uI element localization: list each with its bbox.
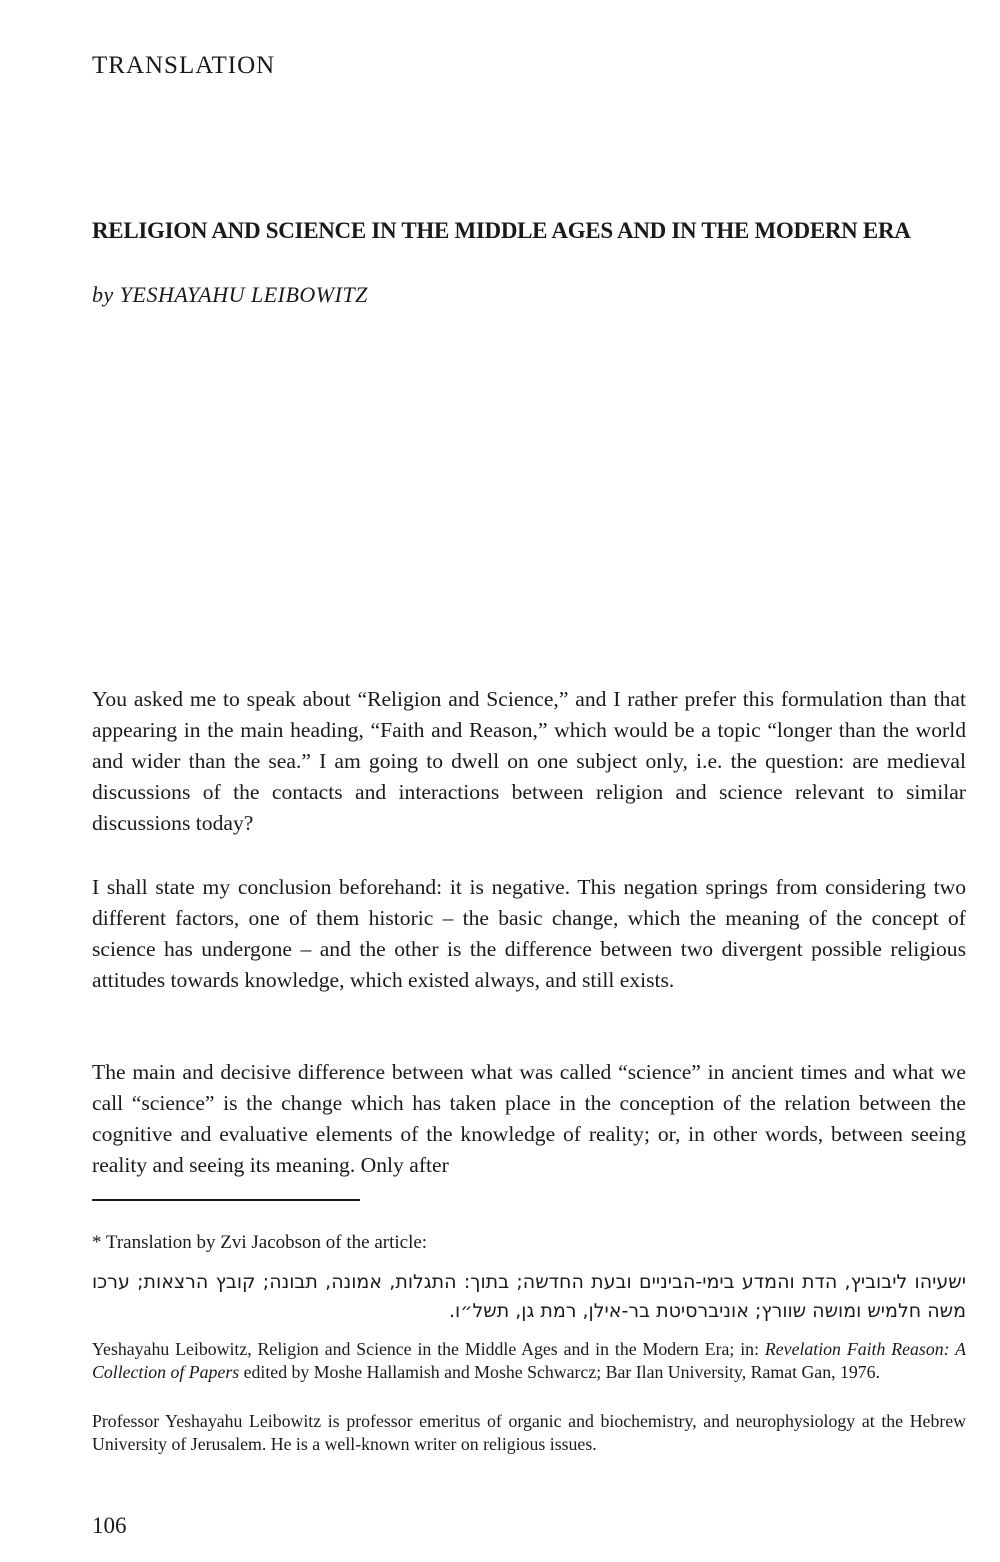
citation-book-title: Revelation Faith Reason: A Collection of Papers — [92, 1339, 966, 1382]
section-heading: TRANSLATION — [92, 52, 276, 79]
hebrew-citation: ישעיהו ליבוביץ, הדת והמדע בימי-הביניים ובעת החדשה; בתוך: התגלות, אמונה, תבונה; קובץ הרצאות; ערכו משה חלמיש ומושה שוורץ; אוניברסיטת בר-אילן, רמת גן, תשל״ו. — [92, 1271, 966, 1322]
author-note: Professor Yeshayahu Leibowitz is professor emeritus of organic and biochemistry, and neurophysiology at the Hebrew University of Jerusalem. He is a well-known writer on religious issues. — [92, 1411, 966, 1454]
english-citation — [92, 1338, 966, 1384]
body-paragraph-2: I shall state my conclusion beforehand: it is negative. This negation springs from considering two different factors, one of them historic – the basic change, which the meaning of the concept of science has undergone – and the other is the difference between two divergent possible religious attitudes towards knowledge, which existed always, and still exists. — [92, 875, 966, 992]
footnote-lead: * Translation by Zvi Jacobson of the article: — [92, 1232, 428, 1253]
citation-pre: Yeshayahu Leibowitz, Religion and Science in the Middle Ages and in the Modern Era; in: — [92, 1339, 765, 1359]
footnote-rule — [92, 1199, 360, 1201]
page-number: 106 — [92, 1513, 127, 1538]
body-paragraph-3: The main and decisive difference between what was called “science” in ancient times and what we call “science” is the change which has taken place in the conception of the relation between the cognitive and evaluative elements of the knowledge of reality; or, in other words, between seeing reality and seeing its meaning. Only after — [92, 1060, 966, 1177]
citation-post: edited by Moshe Hallamish and Moshe Schwarcz; Bar Ilan University, Ramat Gan, 1976. — [239, 1362, 880, 1382]
body-paragraph-1: You asked me to speak about “Religion and Science,” and I rather prefer this formulation than that appearing in the main heading, “Faith and Reason,” which would be a topic “longer than the world and wider than the sea.” I am going to dwell on one subject only, i.e. the question: are medieval discussions of the contacts and interactions between religion and science relevant to similar discussions today? — [92, 687, 966, 835]
article-title: RELIGION AND SCIENCE IN THE MIDDLE AGES AND IN THE MODERN ERA — [92, 218, 911, 243]
author-byline: by YESHAYAHU LEIBOWITZ — [92, 282, 368, 307]
